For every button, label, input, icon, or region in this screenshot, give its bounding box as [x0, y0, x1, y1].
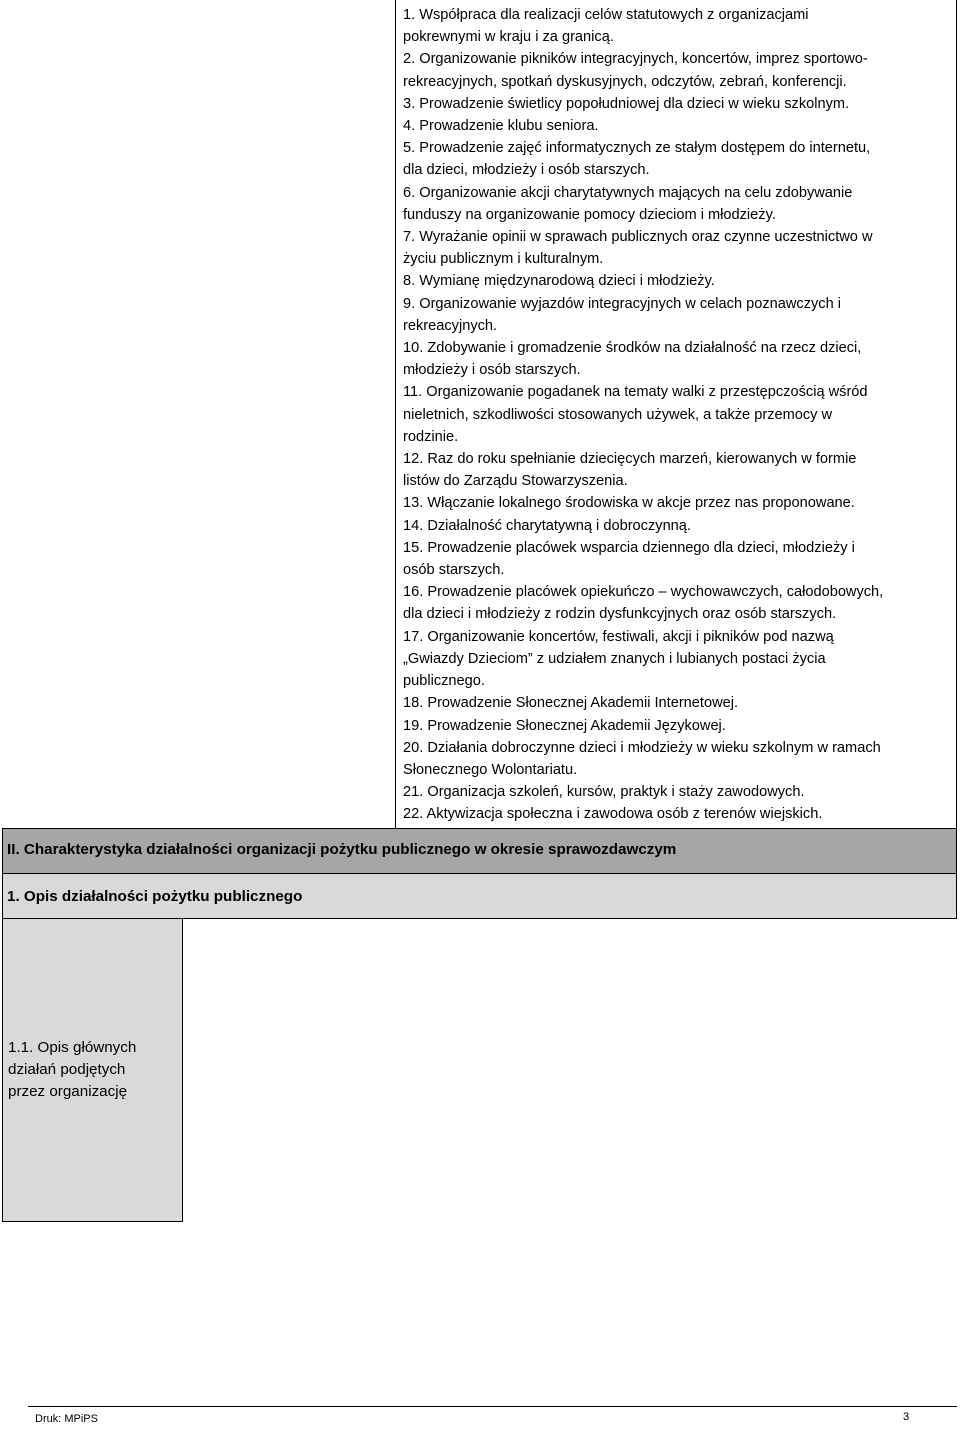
goal-item: 16. Prowadzenie placówek opiekuńczo – wychowawczych, całodobowych, dla dzieci i młodzieży z rodzin dysfunkcyjnych oraz osób starszych.	[403, 584, 884, 623]
goal-item: 11. Organizowanie pogadanek na tematy walki z przestępczością wśród nieletnich, szkodliwości stosowanych używek, a także przemocy w rodzinie.	[403, 384, 868, 445]
page-number: 3	[903, 1411, 910, 1423]
goal-item: 4. Prowadzenie klubu seniora.	[403, 118, 599, 135]
goal-item: 2. Organizowanie pikników integracyjnych, koncertów, imprez sportowo- rekreacyjnych, spotkań dyskusyjnych, odczytów, zebrań, konferencji.	[403, 51, 868, 90]
subsection-header: 1. Opis działalności pożytku publicznego	[2, 874, 957, 919]
field-label-main-activities	[2, 919, 183, 1222]
goal-item: 3. Prowadzenie świetlicy popołudniowej dla dzieci w wieku szkolnym.	[403, 95, 850, 112]
goal-item: 17. Organizowanie koncertów, festiwali, akcji i pikników pod nazwą „Gwiazdy Dzieciom” z udziałem znanych i lubianych postaci życia publicznego.	[403, 628, 834, 690]
goal-item: 13. Włączanie lokalnego środowiska w akcje przez nas proponowane.	[403, 495, 855, 512]
goal-item: 1. Współpraca dla realizacji celów statutowych z organizacjami pokrewnymi w kraju i za granicą.	[403, 7, 809, 46]
section-header: II. Charakterystyka działalności organizacji pożytku publicznego w okresie sprawozdawczym	[2, 828, 957, 874]
goal-item: 6. Organizowanie akcji charytatywnych mających na celu zdobywanie funduszy na organizowanie pomocy dzieciom i młodzieży.	[403, 184, 853, 223]
goal-item: 8. Wymianę międzynarodową dzieci i młodzieży.	[403, 273, 715, 290]
goal-item: 5. Prowadzenie zajęć informatycznych ze stałym dostępem do internetu, dla dzieci, młodzieży i osób starszych.	[403, 140, 871, 179]
goal-item: 14. Działalność charytatywną i dobroczynną.	[403, 517, 691, 534]
goal-item: 21. Organizacja szkoleń, kursów, praktyk i staży zawodowych.	[403, 784, 805, 801]
goal-item: 7. Wyrażanie opinii w sprawach publicznych oraz czynne uczestnictwo w życiu publicznym i kulturalnym.	[403, 229, 873, 268]
footer-divider	[28, 1406, 957, 1407]
footer-printer: Druk: MPiPS	[35, 1413, 98, 1425]
goal-item: 22. Aktywizacja społeczna i zawodowa osób z terenów wiejskich.	[403, 806, 823, 823]
goal-item: 9. Organizowanie wyjazdów integracyjnych w celach poznawczych i rekreacyjnych.	[403, 295, 842, 334]
goal-item: 18. Prowadzenie Słonecznej Akademii Internetowej.	[403, 695, 739, 712]
statutory-goals-box	[395, 0, 957, 829]
field-label-text: 1.1. Opis głównych działań podjętych przez organizację	[8, 1039, 137, 1100]
goal-item: 12. Raz do roku spełnianie dziecięcych marzeń, kierowanych w formie listów do Zarządu Stowarzyszenia.	[403, 451, 857, 490]
goal-item: 20. Działania dobroczynne dzieci i młodzieży w wieku szkolnym w ramach Słonecznego Wolontariatu.	[403, 739, 881, 778]
goal-item: 15. Prowadzenie placówek wsparcia dziennego dla dzieci, młodzieży i osób starszych.	[403, 539, 855, 579]
goal-item: 19. Prowadzenie Słonecznej Akademii Językowej.	[403, 717, 726, 734]
statutory-goals-list	[403, 4, 952, 826]
goal-item: 10. Zdobywanie i gromadzenie środków na działalność na rzecz dzieci, młodzieży i osób starszych.	[403, 340, 862, 379]
